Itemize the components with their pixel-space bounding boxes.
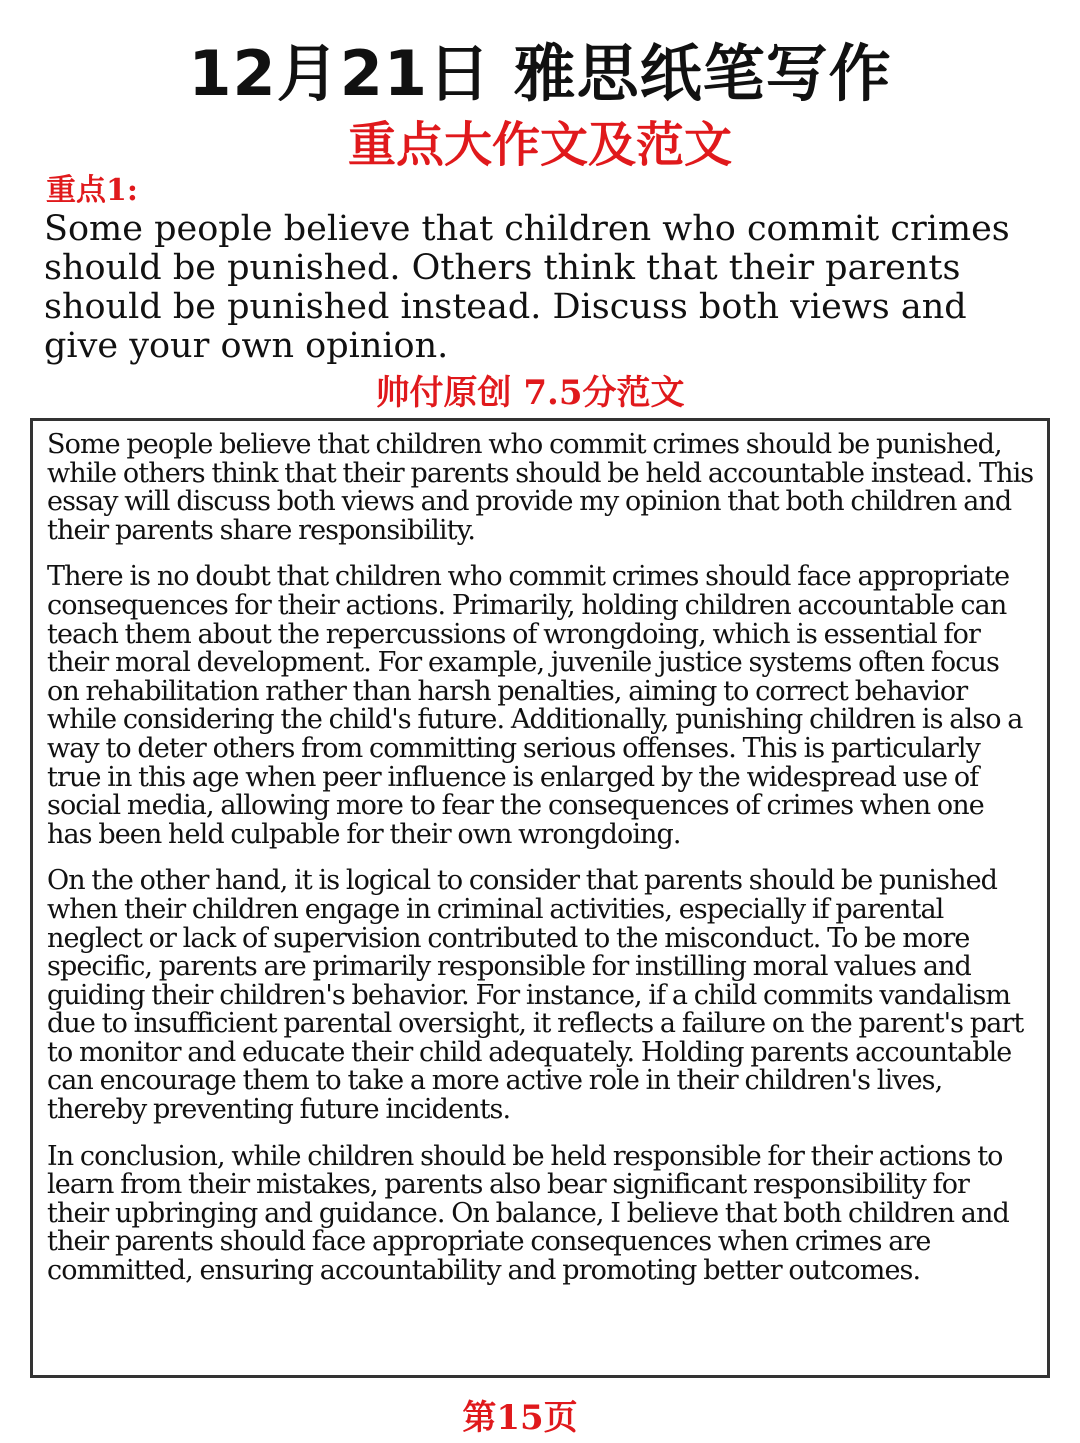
page-number: 第15页 <box>462 1398 578 1438</box>
topic-label: 重点1: <box>46 173 138 208</box>
page-title: 12月21日 雅思纸笔写作 <box>188 37 892 110</box>
essay-paragraph-body-2: On the other hand, it is logical to consider that parents should be punished when their children engage in criminal activities, especially if parental neglect or lack of supervision contributed to the misconduct. To be more specific, parents are primarily responsible for instilling moral values and guiding their children's behavior. For instance, if a child commits vandalism due to insufficient parental oversight, it reflects a failure on the parent's part to monitor and educate their child adequately. Holding parents accountable can encourage them to take a more active role in their children's lives, thereby preventing future incidents. <box>47 865 1024 1126</box>
essay-paragraph-introduction: Some people believe that children who commit crimes should be punished, while others think that their parents should be held accountable instead. This essay will discuss both views and provide my opinion that both children and their parents share responsibility. <box>47 429 1034 546</box>
page-subtitle: 重点大作文及范文 <box>347 117 732 173</box>
essay-prompt: Some people believe that children who commit crimes should be punished. Others think that their parents should be punished instead. Discuss both views and give your own opinion. <box>44 209 1010 366</box>
sample-essay-box <box>30 418 1050 1378</box>
essay-paragraph-body-1: There is no doubt that children who commit crimes should face appropriate consequences for their actions. Primarily, holding children accountable can teach them about the repercussions of wrongdoing, which is essential for their moral development. For example, juvenile justice systems often focus on rehabilitation rather than harsh penalties, aiming to correct behavior while considering the child's future. Additionally, punishing children is also a way to deter others from committing serious offenses. This is particularly true in this age when peer influence is enlarged by the widespread use of social media, allowing more to fear the consequences of crimes when one has been held culpable for their own wrongdoing. <box>47 561 1023 850</box>
sample-essay-label: 帅付原创 7.5分范文 <box>375 373 685 413</box>
essay-paragraph-conclusion: In conclusion, while children should be held responsible for their actions to learn from their mistakes, parents also bear significant responsibility for their upbringing and guidance. On balance, I believe that both children and their parents should face appropriate consequences when crimes are committed, ensuring accountability and promoting better outcomes. <box>47 1140 1009 1287</box>
